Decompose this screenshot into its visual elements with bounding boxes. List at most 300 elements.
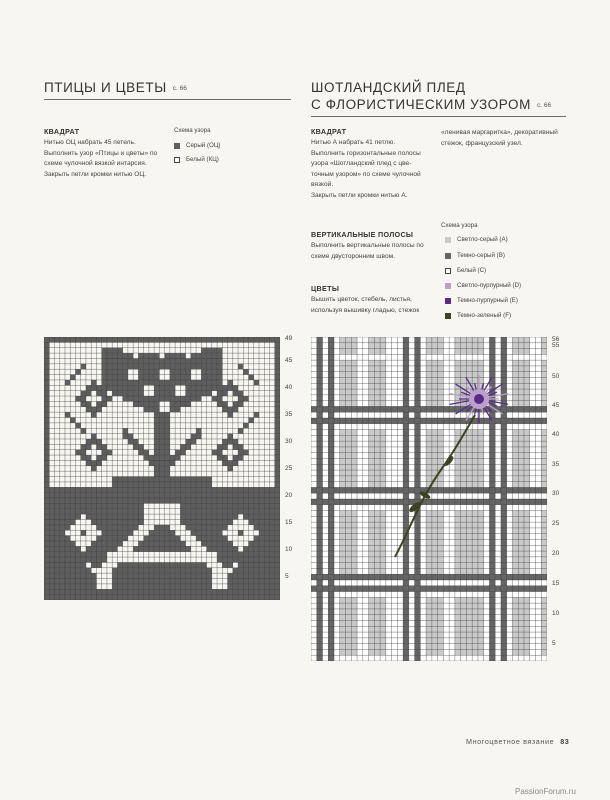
grey-stitch: [217, 546, 222, 551]
grey-stitch: [217, 536, 222, 541]
grey-stitch: [275, 519, 280, 524]
tartan-stitch: [397, 430, 403, 436]
grey-stitch: [243, 514, 248, 519]
grey-stitch: [186, 369, 191, 374]
grey-stitch: [91, 337, 96, 342]
grey-stitch: [86, 455, 91, 460]
tartan-stitch: [507, 626, 513, 632]
grey-stitch: [60, 595, 65, 600]
grey-stitch: [112, 380, 117, 385]
grey-stitch: [75, 503, 80, 508]
tartan-stitch: [455, 499, 461, 505]
tartan-stitch: [466, 644, 472, 650]
tartan-stitch: [518, 395, 524, 401]
tartan-stitch: [323, 389, 329, 395]
tartan-stitch: [328, 522, 334, 528]
tartan-stitch: [403, 522, 409, 528]
grey-stitch: [91, 434, 96, 439]
tartan-stitch: [311, 464, 317, 470]
tartan-stitch: [323, 574, 329, 580]
tartan-stitch: [357, 632, 363, 638]
grey-stitch: [165, 471, 170, 476]
grey-stitch: [233, 487, 238, 492]
tartan-stitch: [311, 655, 317, 661]
tartan-stitch: [524, 487, 530, 493]
grey-stitch: [191, 364, 196, 369]
tartan-stitch: [512, 447, 518, 453]
tartan-stitch: [432, 349, 438, 355]
legend-item-dark-purple: [445, 297, 518, 304]
grey-stitch: [275, 396, 280, 401]
grey-stitch: [243, 557, 248, 562]
tartan-stitch: [438, 343, 444, 349]
tartan-stitch: [323, 545, 329, 551]
grey-stitch: [170, 487, 175, 492]
grey-stitch: [112, 595, 117, 600]
legend-label: Темно-серый (B): [457, 252, 505, 259]
tartan-stitch: [346, 603, 352, 609]
grey-stitch: [138, 498, 143, 503]
tartan-stitch: [426, 464, 432, 470]
tartan-stitch: [317, 424, 323, 430]
grey-stitch: [201, 493, 206, 498]
tartan-stitch: [346, 551, 352, 557]
tartan-stitch: [380, 453, 386, 459]
grey-stitch: [91, 412, 96, 417]
grey-stitch: [154, 412, 159, 417]
tartan-stitch: [323, 470, 329, 476]
tartan-stitch: [369, 349, 375, 355]
tartan-stitch: [323, 649, 329, 655]
tartan-stitch: [530, 424, 536, 430]
grey-stitch: [96, 503, 101, 508]
tartan-stitch: [449, 644, 455, 650]
grey-stitch: [54, 519, 59, 524]
tartan-stitch: [351, 487, 357, 493]
tartan-stitch: [443, 424, 449, 430]
tartan-stitch: [438, 563, 444, 569]
grey-stitch: [212, 337, 217, 342]
tartan-stitch: [449, 655, 455, 661]
grey-stitch: [154, 589, 159, 594]
tartan-stitch: [397, 406, 403, 412]
grey-stitch: [49, 487, 54, 492]
tartan-stitch: [346, 389, 352, 395]
grey-stitch: [149, 530, 154, 535]
tartan-stitch: [317, 430, 323, 436]
tartan-stitch: [518, 499, 524, 505]
grey-stitch: [165, 493, 170, 498]
tartan-stitch: [380, 626, 386, 632]
tartan-stitch: [438, 424, 444, 430]
tartan-stitch: [340, 649, 346, 655]
tartan-stitch: [392, 528, 398, 534]
grey-stitch: [60, 562, 65, 567]
grey-stitch: [275, 552, 280, 557]
tartan-stitch: [478, 574, 484, 580]
grey-stitch: [170, 353, 175, 358]
tartan-stitch: [438, 401, 444, 407]
grey-stitch: [96, 536, 101, 541]
grey-stitch: [102, 546, 107, 551]
tartan-stitch: [369, 406, 375, 412]
tartan-stitch: [420, 406, 426, 412]
tartan-stitch: [392, 343, 398, 349]
tartan-stitch: [524, 615, 530, 621]
tartan-stitch: [420, 545, 426, 551]
tartan-stitch: [420, 632, 426, 638]
tartan-stitch: [449, 534, 455, 540]
tartan-stitch: [438, 632, 444, 638]
book-title: Многоцветное вязание: [466, 737, 555, 746]
tartan-stitch: [432, 395, 438, 401]
grey-stitch: [44, 450, 49, 455]
grey-stitch: [170, 595, 175, 600]
tartan-stitch: [386, 482, 392, 488]
grey-stitch: [107, 380, 112, 385]
grey-stitch: [170, 455, 175, 460]
grey-stitch: [96, 557, 101, 562]
tartan-stitch: [357, 534, 363, 540]
grey-stitch: [275, 493, 280, 498]
tartan-stitch: [472, 349, 478, 355]
tartan-stitch: [409, 597, 415, 603]
tartan-stitch: [518, 597, 524, 603]
grey-stitch: [91, 584, 96, 589]
grey-stitch: [128, 337, 133, 342]
tartan-stitch: [489, 505, 495, 511]
tartan-stitch: [455, 597, 461, 603]
tartan-stitch: [420, 435, 426, 441]
tartan-stitch: [415, 418, 421, 424]
grey-stitch: [96, 589, 101, 594]
tartan-stitch: [311, 366, 317, 372]
grey-stitch: [228, 487, 233, 492]
tartan-stitch: [541, 528, 547, 534]
tartan-stitch: [512, 487, 518, 493]
tartan-stitch: [369, 424, 375, 430]
grey-stitch: [275, 482, 280, 487]
grey-stitch: [191, 353, 196, 358]
tartan-stitch: [403, 615, 409, 621]
tartan-stitch: [363, 534, 369, 540]
grey-stitch: [217, 385, 222, 390]
tartan-stitch: [461, 568, 467, 574]
tartan-stitch: [317, 464, 323, 470]
tartan-stitch: [386, 453, 392, 459]
grey-stitch: [186, 595, 191, 600]
tartan-stitch: [409, 354, 415, 360]
grey-stitch: [44, 412, 49, 417]
tartan-stitch: [443, 609, 449, 615]
tartan-stitch: [369, 516, 375, 522]
tartan-stitch: [484, 459, 490, 465]
tartan-stitch: [311, 372, 317, 378]
tartan-stitch: [415, 574, 421, 580]
tartan-stitch: [397, 476, 403, 482]
tartan-stitch: [363, 372, 369, 378]
tartan-stitch: [507, 378, 513, 384]
tartan-stitch: [501, 378, 507, 384]
grey-stitch: [175, 369, 180, 374]
tartan-stitch: [317, 574, 323, 580]
grey-stitch: [207, 364, 212, 369]
grey-stitch: [102, 391, 107, 396]
grey-stitch: [212, 530, 217, 535]
tartan-stitch: [409, 476, 415, 482]
tartan-stitch: [438, 522, 444, 528]
tartan-stitch: [478, 354, 484, 360]
grey-stitch: [128, 477, 133, 482]
tartan-stitch: [374, 511, 380, 517]
tartan-stitch: [518, 615, 524, 621]
tartan-stitch: [449, 615, 455, 621]
grey-stitch: [186, 519, 191, 524]
tartan-stitch: [323, 592, 329, 598]
grey-stitch: [165, 444, 170, 449]
tartan-stitch: [369, 649, 375, 655]
tartan-stitch: [328, 389, 334, 395]
tartan-stitch: [484, 545, 490, 551]
grey-stitch: [65, 519, 70, 524]
grey-stitch: [44, 509, 49, 514]
tartan-stitch: [317, 632, 323, 638]
tartan-stitch: [472, 597, 478, 603]
grey-stitch: [159, 471, 164, 476]
tartan-stitch: [466, 505, 472, 511]
grey-stitch: [49, 541, 54, 546]
tartan-stitch: [380, 545, 386, 551]
grey-stitch: [144, 584, 149, 589]
tartan-stitch: [311, 511, 317, 517]
grey-stitch: [165, 358, 170, 363]
tartan-stitch: [392, 418, 398, 424]
grey-stitch: [117, 380, 122, 385]
tartan-stitch: [438, 493, 444, 499]
tartan-stitch: [392, 534, 398, 540]
tartan-stitch: [478, 453, 484, 459]
tartan-stitch: [426, 516, 432, 522]
tartan-stitch: [369, 505, 375, 511]
tartan-stitch: [369, 540, 375, 546]
tartan-stitch: [403, 586, 409, 592]
grey-stitch: [144, 401, 149, 406]
tartan-stitch: [518, 372, 524, 378]
tartan-stitch: [478, 597, 484, 603]
tartan-stitch: [392, 349, 398, 355]
grey-stitch: [44, 568, 49, 573]
tartan-stitch: [317, 401, 323, 407]
tartan-stitch: [472, 557, 478, 563]
tartan-stitch: [392, 441, 398, 447]
tartan-stitch: [501, 366, 507, 372]
tartan-stitch: [311, 522, 317, 528]
grey-stitch: [254, 380, 259, 385]
tartan-stitch: [449, 441, 455, 447]
tartan-stitch: [541, 551, 547, 557]
tartan-stitch: [369, 638, 375, 644]
tartan-stitch: [466, 430, 472, 436]
tartan-stitch: [420, 597, 426, 603]
row-number: 30: [285, 438, 293, 445]
grey-stitch: [149, 396, 154, 401]
tartan-stitch: [512, 493, 518, 499]
tartan-stitch: [386, 441, 392, 447]
tartan-stitch: [374, 580, 380, 586]
grey-stitch: [175, 536, 180, 541]
grey-stitch: [70, 418, 75, 423]
tartan-stitch: [392, 499, 398, 505]
grey-stitch: [138, 369, 143, 374]
grey-stitch: [138, 380, 143, 385]
tartan-stitch: [323, 459, 329, 465]
grey-stitch: [270, 579, 275, 584]
grey-stitch: [259, 498, 264, 503]
row-number: 45: [552, 402, 560, 409]
tartan-stitch: [392, 430, 398, 436]
grey-stitch: [138, 487, 143, 492]
grey-stitch: [186, 380, 191, 385]
tartan-stitch: [489, 563, 495, 569]
tartan-stitch: [438, 499, 444, 505]
tartan-stitch: [420, 655, 426, 661]
tartan-stitch: [443, 412, 449, 418]
tartan-stitch: [449, 592, 455, 598]
grey-stitch: [233, 589, 238, 594]
tartan-stitch: [449, 476, 455, 482]
grey-stitch: [133, 514, 138, 519]
tartan-stitch: [351, 441, 357, 447]
tartan-stitch: [466, 441, 472, 447]
tartan-stitch: [374, 354, 380, 360]
grey-stitch: [249, 552, 254, 557]
tartan-stitch: [507, 557, 513, 563]
tartan-stitch: [351, 459, 357, 465]
tartan-stitch: [311, 459, 317, 465]
grey-stitch: [238, 450, 243, 455]
tartan-stitch: [340, 551, 346, 557]
grey-stitch: [201, 482, 206, 487]
grey-stitch: [228, 460, 233, 465]
grey-stitch: [275, 487, 280, 492]
tartan-stitch: [541, 389, 547, 395]
left-title-text: ПТИЦЫ И ЦВЕТЫ: [44, 80, 167, 95]
tartan-stitch: [518, 453, 524, 459]
grey-stitch: [91, 493, 96, 498]
tartan-stitch: [386, 499, 392, 505]
grey-stitch: [159, 498, 164, 503]
grey-stitch: [159, 455, 164, 460]
tartan-stitch: [472, 621, 478, 627]
tartan-stitch: [340, 401, 346, 407]
grey-stitch: [128, 573, 133, 578]
tartan-stitch: [317, 476, 323, 482]
tartan-stitch: [346, 430, 352, 436]
tartan-stitch: [392, 424, 398, 430]
grey-stitch: [54, 514, 59, 519]
grey-stitch: [117, 536, 122, 541]
tartan-stitch: [512, 470, 518, 476]
tartan-stitch: [392, 649, 398, 655]
tartan-stitch: [501, 441, 507, 447]
tartan-stitch: [351, 632, 357, 638]
tartan-stitch: [541, 412, 547, 418]
grey-stitch: [154, 536, 159, 541]
grey-stitch: [243, 546, 248, 551]
grey-stitch: [54, 552, 59, 557]
grey-stitch: [275, 557, 280, 562]
tartan-stitch: [340, 418, 346, 424]
tartan-stitch: [340, 626, 346, 632]
tartan-stitch: [466, 337, 472, 343]
grey-stitch: [60, 589, 65, 594]
grey-stitch: [228, 589, 233, 594]
legend-item-dark-grey: [445, 252, 505, 259]
grey-stitch: [102, 455, 107, 460]
tartan-stitch: [317, 592, 323, 598]
tartan-stitch: [535, 568, 541, 574]
tartan-stitch: [489, 655, 495, 661]
tartan-stitch: [397, 349, 403, 355]
tartan-stitch: [374, 482, 380, 488]
grey-stitch: [44, 541, 49, 546]
tartan-stitch: [432, 632, 438, 638]
grey-stitch: [186, 364, 191, 369]
tartan-stitch: [449, 430, 455, 436]
tartan-stitch: [374, 655, 380, 661]
tartan-stitch: [311, 349, 317, 355]
tartan-stitch: [346, 349, 352, 355]
tartan-stitch: [323, 621, 329, 627]
tartan-stitch: [535, 360, 541, 366]
tartan-stitch: [489, 621, 495, 627]
tartan-stitch: [541, 482, 547, 488]
tartan-stitch: [369, 482, 375, 488]
grey-stitch: [170, 562, 175, 567]
tartan-stitch: [392, 626, 398, 632]
grey-stitch: [254, 579, 259, 584]
tartan-stitch: [311, 568, 317, 574]
grey-stitch: [159, 525, 164, 530]
grey-stitch: [222, 444, 227, 449]
grey-stitch: [133, 337, 138, 342]
grey-stitch: [123, 514, 128, 519]
tartan-stitch: [334, 626, 340, 632]
tartan-stitch: [438, 638, 444, 644]
grey-stitch: [86, 546, 91, 551]
grey-stitch: [44, 385, 49, 390]
grey-stitch: [196, 589, 201, 594]
tartan-stitch: [524, 516, 530, 522]
tartan-stitch: [420, 418, 426, 424]
grey-stitch: [91, 552, 96, 557]
grey-stitch: [138, 589, 143, 594]
tartan-stitch: [426, 412, 432, 418]
tartan-stitch: [530, 522, 536, 528]
tartan-stitch: [420, 354, 426, 360]
tartan-stitch: [397, 603, 403, 609]
tartan-stitch: [397, 487, 403, 493]
tartan-stitch: [524, 551, 530, 557]
tartan-stitch: [311, 493, 317, 499]
grey-stitch: [165, 385, 170, 390]
tartan-stitch: [443, 597, 449, 603]
tartan-stitch: [340, 354, 346, 360]
grey-stitch: [222, 519, 227, 524]
grey-stitch: [60, 487, 65, 492]
tartan-stitch: [397, 418, 403, 424]
tartan-stitch: [466, 603, 472, 609]
